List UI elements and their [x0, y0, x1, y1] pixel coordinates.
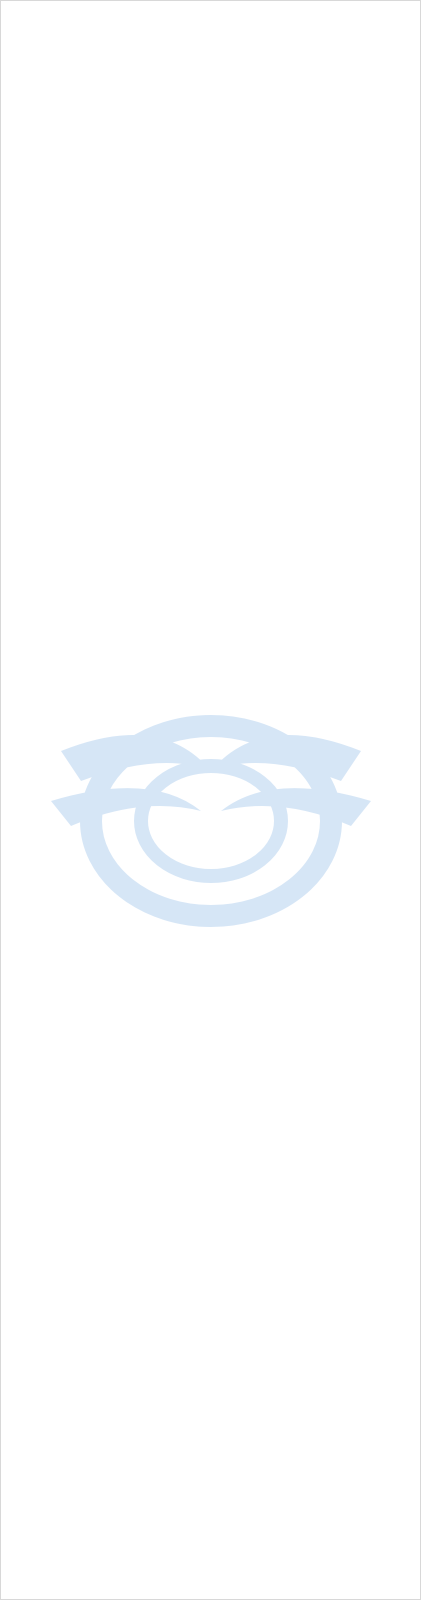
article-body: [9, 7, 414, 13]
wing-logo-watermark-icon: [41, 691, 381, 941]
